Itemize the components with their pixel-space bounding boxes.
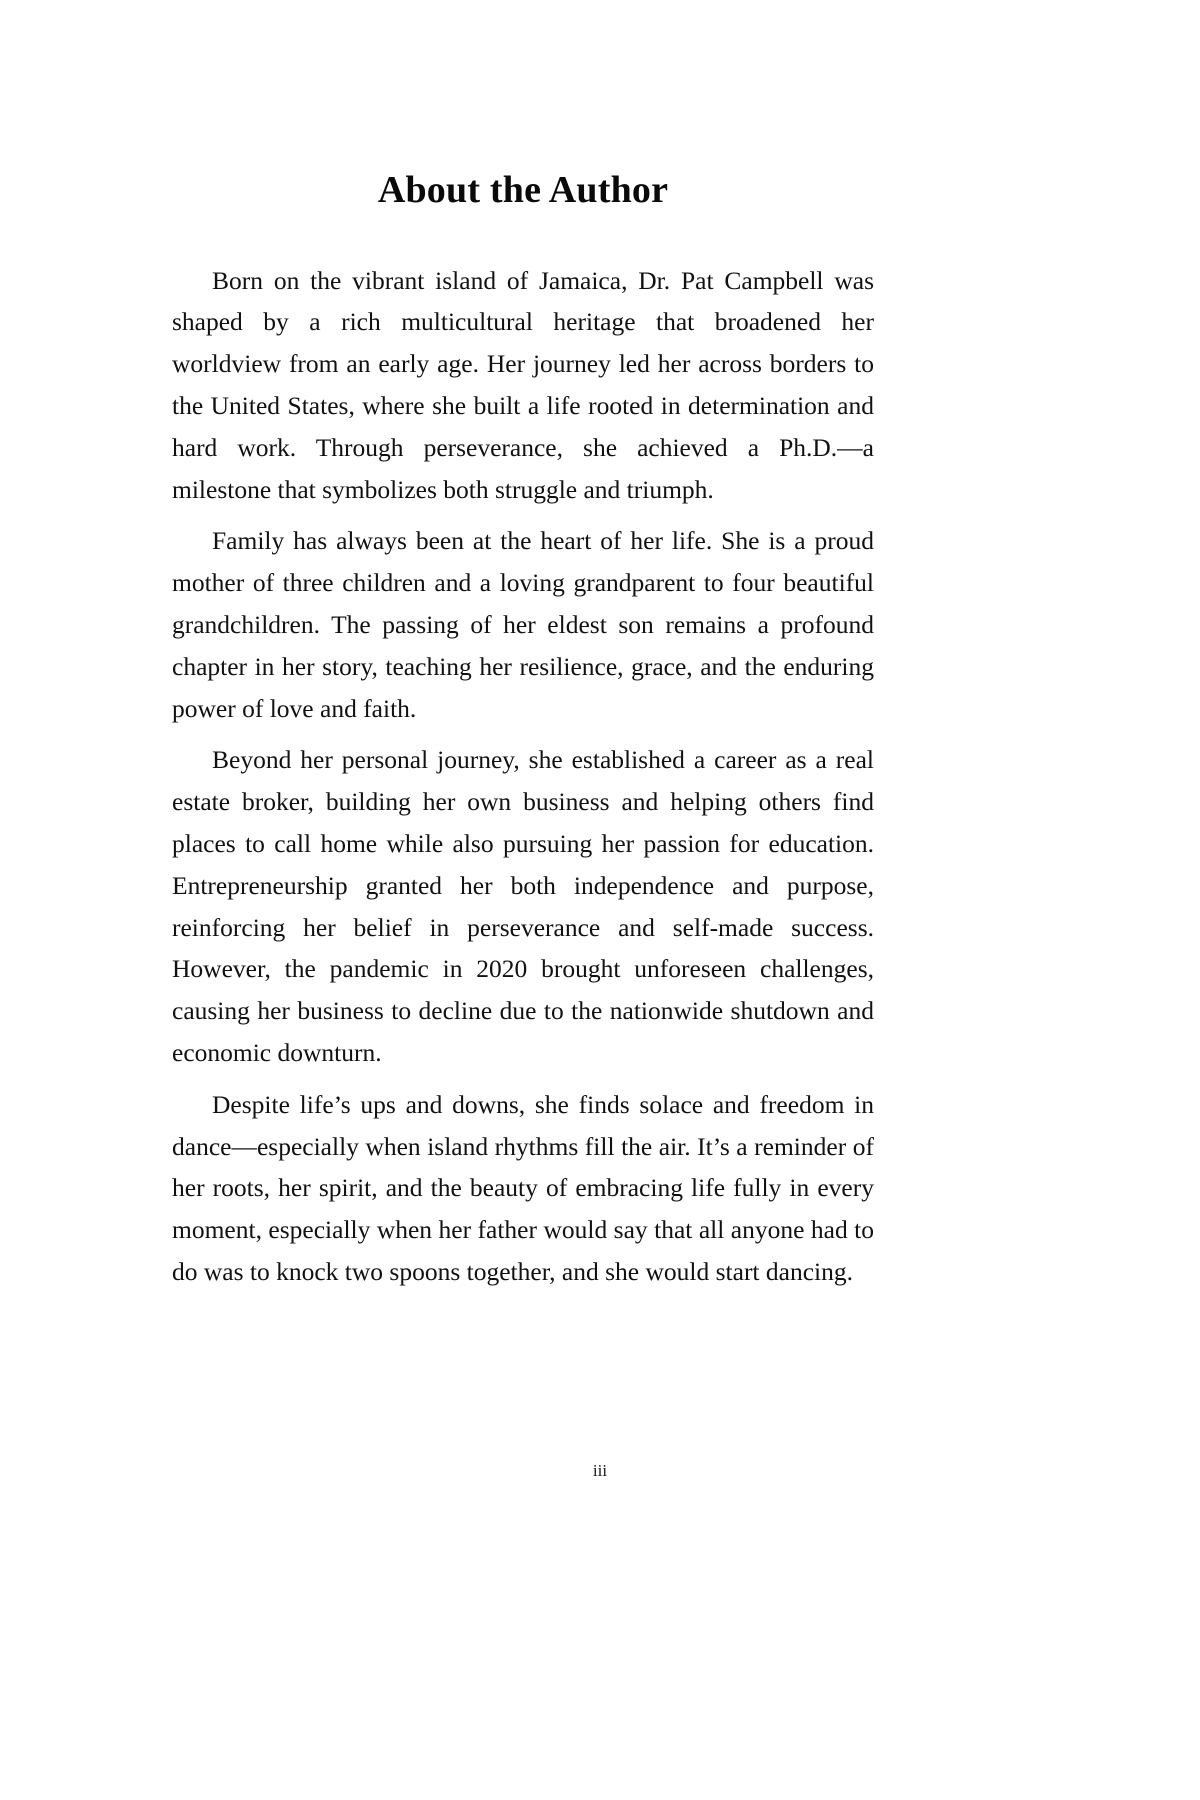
body-paragraph: Family has always been at the heart of her life. She is a proud mother of three children and a loving grandparent to four beautiful grandchildren. The passing of her eldest son remains a profound chapter in her story, teaching her resilience, grace, and the enduring power of love and faith. xyxy=(172,526,874,723)
page-body xyxy=(172,168,874,1293)
page-number: iii xyxy=(592,1461,608,1480)
body-paragraph: Beyond her personal journey, she established a career as a real estate broker, building her own business and helping others find places to call home while also pursuing her passion for education. Entrepreneurship granted her both independence and purpose, reinforcing her belief in perseverance and self-made success. However, the pandemic in 2020 brought unforeseen challenges, causing her business to decline due to the nationwide shutdown and economic downturn. xyxy=(172,745,874,1067)
page-title: About the Author xyxy=(377,169,669,211)
body-paragraph: Born on the vibrant island of Jamaica, Dr. Pat Campbell was shaped by a rich multicultural heritage that broadened her worldview from an early age. Her journey led her across borders to the United States, where she built a life rooted in determination and hard work. Through perseverance, she achieved a Ph.D.—a milestone that symbolizes both struggle and triumph. xyxy=(172,265,874,504)
body-paragraph: Despite life’s ups and downs, she finds solace and freedom in dance—especially when island rhythms fill the air. It’s a reminder of her roots, her spirit, and the beauty of embracing life fully in every moment, especially when her father would say that all anyone had to do was to knock two spoons together, and she would start dancing. xyxy=(172,1089,874,1286)
